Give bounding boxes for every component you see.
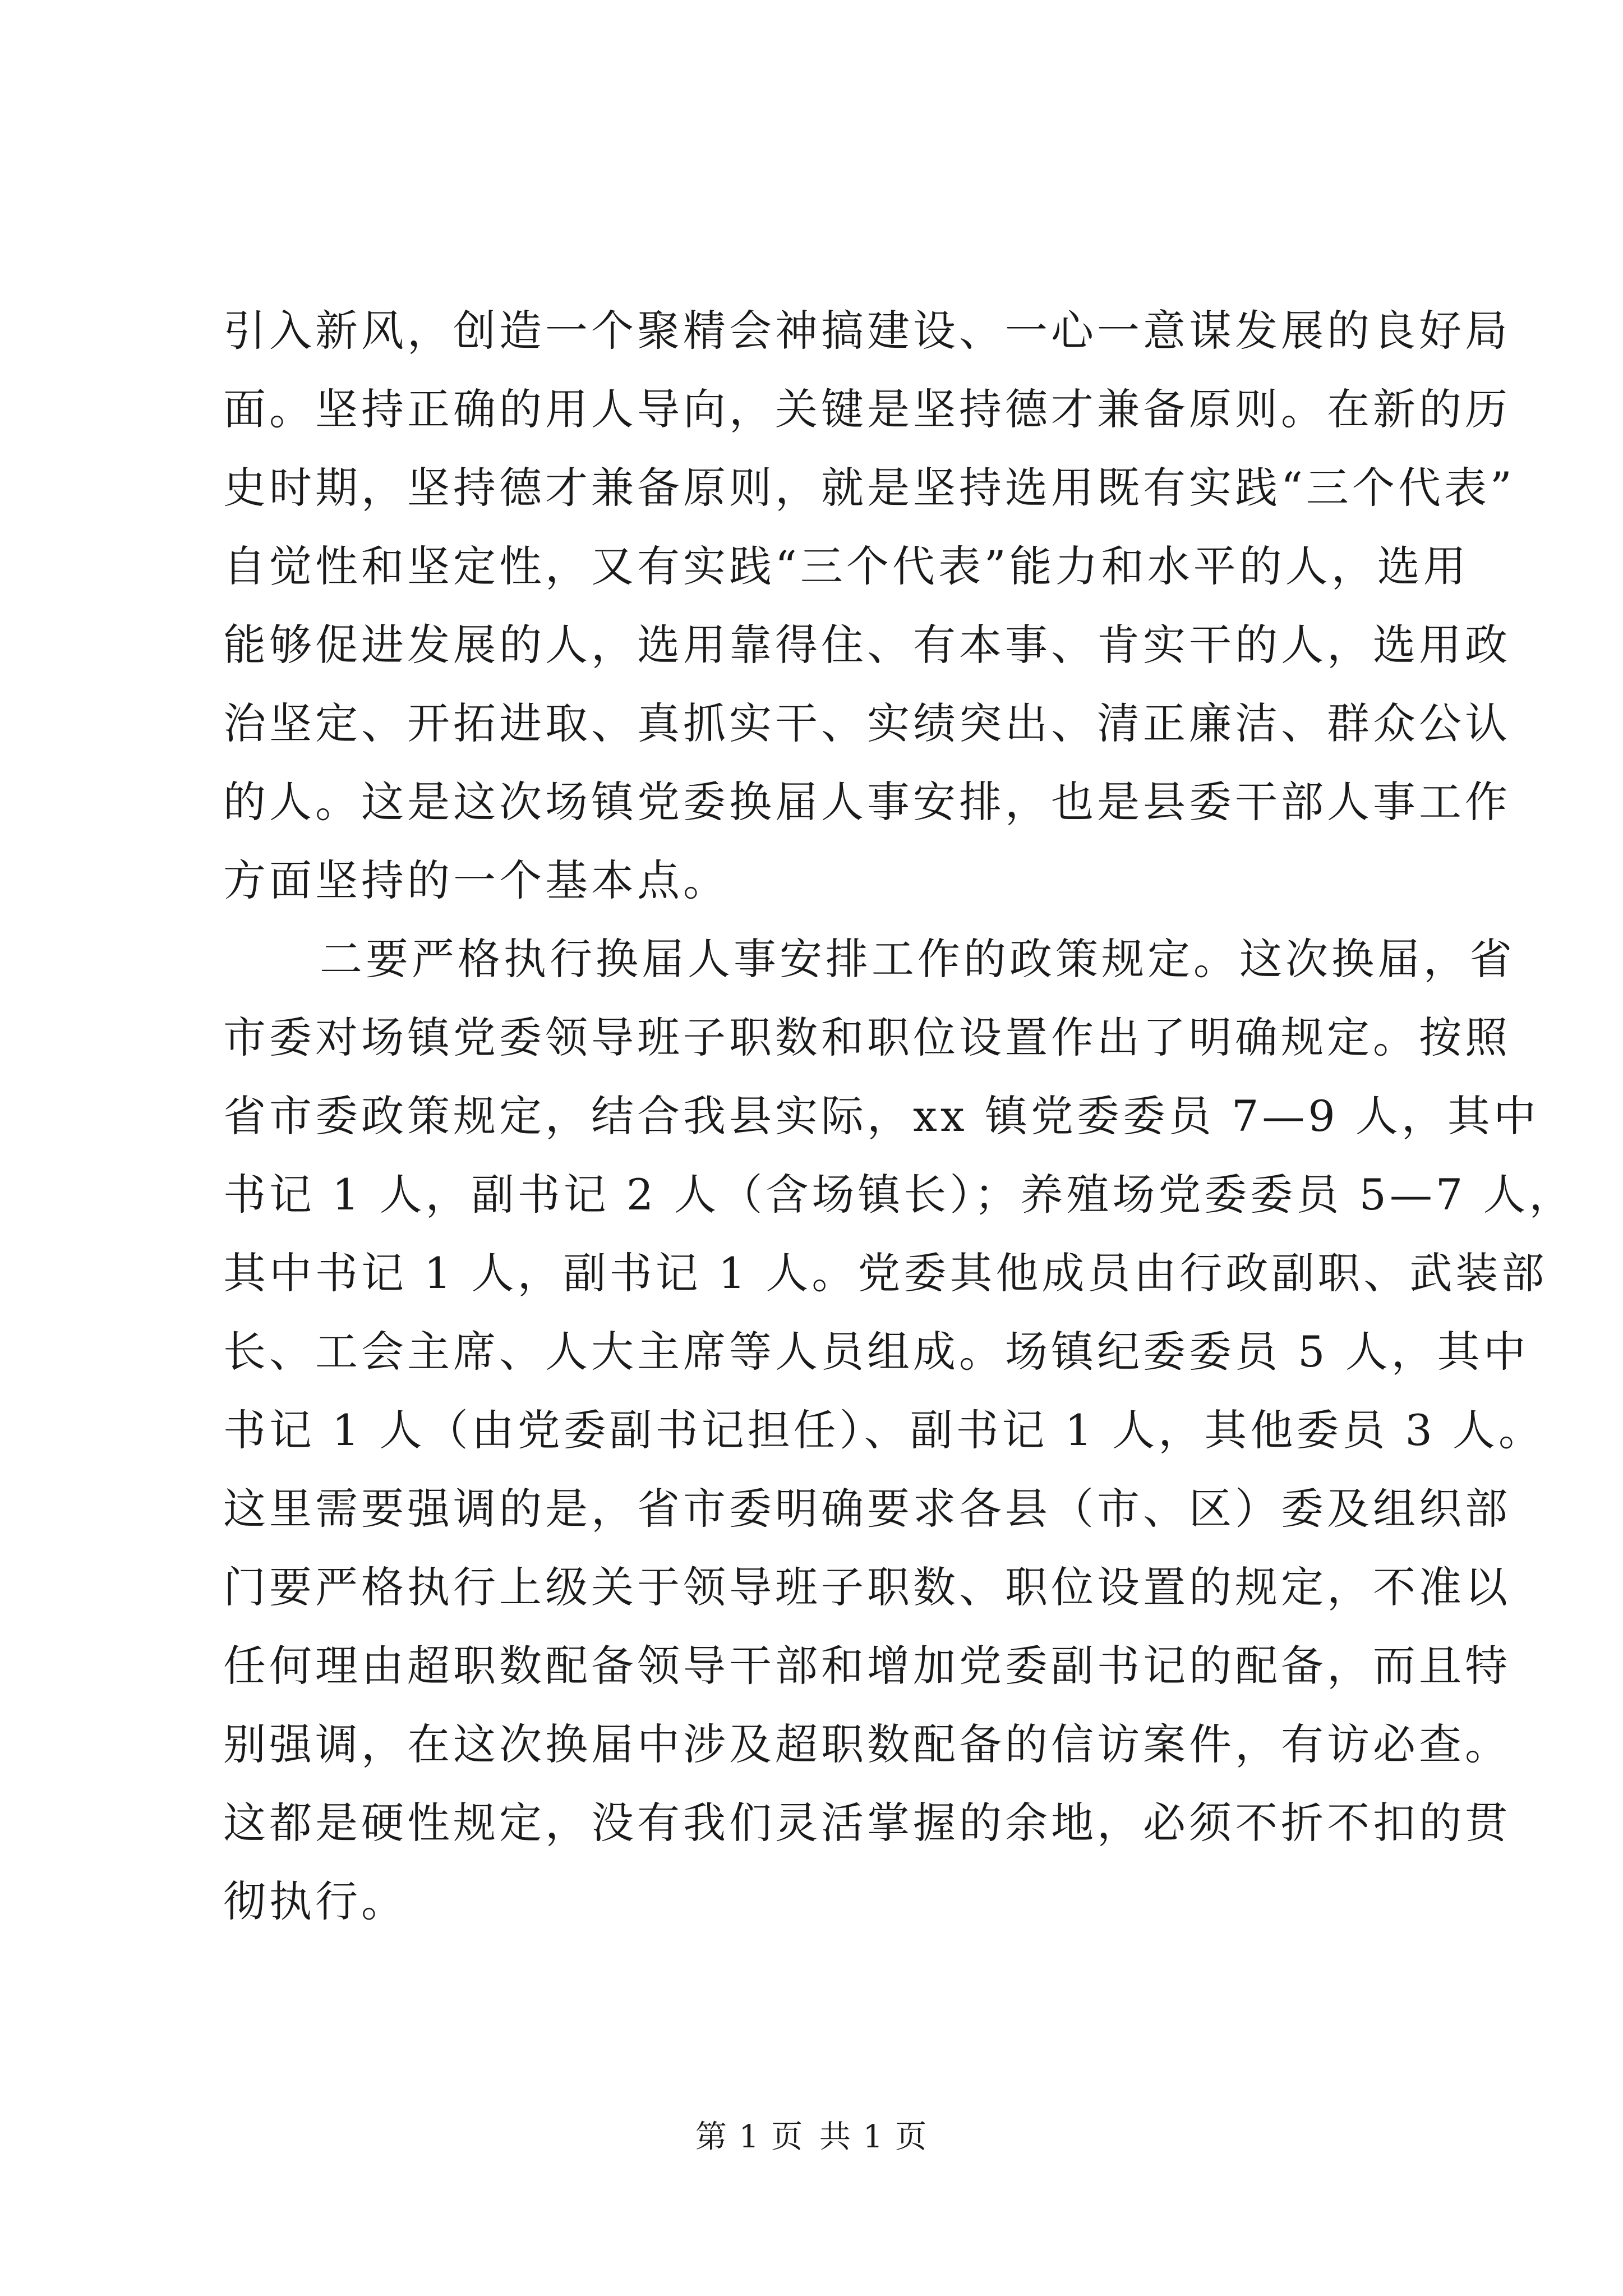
paragraph-2-line-2: 市委对场镇党委领导班子职数和职位设置作出了明确规定。按照 (223, 1013, 1511, 1062)
paragraph-2-line-13: 彻执行。 (223, 1876, 407, 1926)
paragraph-2-line-6: 长、工会主席、人大主席等人员组成。场镇纪委委员 5 人，其中 (223, 1327, 1529, 1377)
page-total: 共 1 页 (819, 2119, 928, 2155)
paragraph-2-line-4: 书记 1 人，副书记 2 人（含场镇长）；养殖场党委委员 5—7 人， (223, 1170, 1575, 1220)
paragraph-2-line-12: 这都是硬性规定，没有我们灵活掌握的余地，必须不折不扣的贯 (223, 1798, 1511, 1848)
paragraph-1-line-4: 自觉性和坚定性，又有实践“三个代表”能力和水平的人，选用 (223, 541, 1469, 591)
paragraph-2-line-5: 其中书记 1 人，副书记 1 人。党委其他成员由行政副职、武装部 (223, 1248, 1548, 1298)
paragraph-2-line-1: 二要严格执行换届人事安排工作的政策规定。这次换届，省 (320, 934, 1515, 984)
paragraph-2-line-3: 省市委政策规定，结合我县实际，xx 镇党委委员 7—9 人，其中 (223, 1091, 1539, 1141)
paragraph-1-line-6: 治坚定、开拓进取、真抓实干、实绩突出、清正廉洁、群众公认 (223, 698, 1511, 748)
paragraph-2-line-9: 门要严格执行上级关于领导班子职数、职位设置的规定，不准以 (223, 1562, 1511, 1612)
paragraph-1-line-1: 引入新风，创造一个聚精会神搞建设、一心一意谋发展的良好局 (223, 306, 1511, 356)
paragraph-2-line-8: 这里需要强调的是，省市委明确要求各县（市、区）委及组织部 (223, 1484, 1511, 1534)
page-footer (0, 2118, 1623, 2157)
paragraph-2-line-7: 书记 1 人（由党委副书记担任）、副书记 1 人，其他委员 3 人。 (223, 1405, 1545, 1455)
paragraph-1-line-3: 史时期，坚持德才兼备原则，就是坚持选用既有实践“三个代表” (223, 463, 1515, 513)
paragraph-2-line-11: 别强调，在这次换届中涉及超职数配备的信访案件，有访必查。 (223, 1719, 1511, 1769)
paragraph-1-line-7: 的人。这是这次场镇党委换届人事安排，也是县委干部人事工作 (223, 777, 1511, 827)
paragraph-2-line-10: 任何理由超职数配备领导干部和增加党委副书记的配备，而且特 (223, 1641, 1511, 1691)
paragraph-1-line-8: 方面坚持的一个基本点。 (223, 855, 729, 905)
paragraph-1-line-2: 面。坚持正确的用人导向，关键是坚持德才兼备原则。在新的历 (223, 384, 1511, 434)
page-number: 第 1 页 (695, 2119, 804, 2155)
paragraph-1-line-5: 能够促进发展的人，选用靠得住、有本事、肯实干的人，选用政 (223, 620, 1511, 670)
